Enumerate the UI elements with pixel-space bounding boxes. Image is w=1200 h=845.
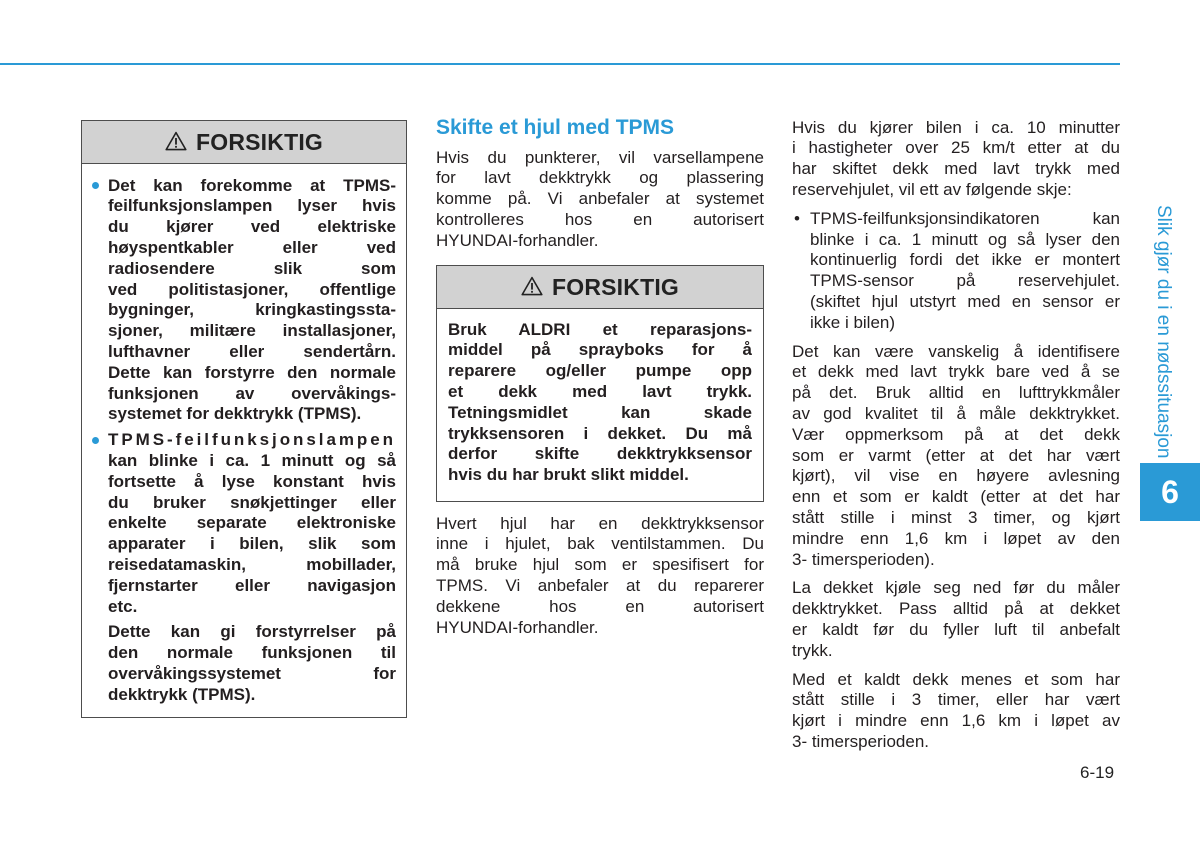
text-line: du bruker snøkjettinger eller	[108, 492, 396, 512]
text-line: Hvis du punkterer, vil varsellampene	[436, 147, 764, 167]
text-line: i hastigheter over 25 km/t etter at du	[792, 138, 1120, 158]
caution-header	[82, 121, 406, 164]
text-line: må bruke hjul som er spesifisert for	[436, 555, 764, 575]
text-line: enn et som er kaldt (etter at det har	[792, 487, 1120, 507]
intro-paragraph	[792, 118, 1120, 201]
text-line: fjernstarter eller navigasjon	[108, 575, 396, 595]
text-line: trykksensoren i dekket. Du må	[448, 423, 752, 443]
text-line: kan blinke i ca. 1 minutt og så	[108, 450, 396, 470]
warning-triangle-icon	[165, 131, 187, 151]
bullet-text	[108, 430, 396, 617]
text-line: Med et kaldt dekk menes et som har	[792, 669, 1120, 689]
caution-title: FORSIKTIG	[551, 273, 680, 300]
text-line: derfor skifte dekktrykksensor	[448, 444, 752, 464]
text-line: Bruk ALDRI et reparasjons-	[448, 319, 752, 339]
text-line: et dekk med lavt trykk.	[448, 381, 752, 401]
text-line: TPMS-feilfunksjonslampen	[108, 430, 396, 450]
text-line: blinke i ca. 1 minutt og så lyser den	[810, 229, 1120, 249]
section-heading: Skifte et hjul med TPMS	[436, 116, 675, 139]
text-line: hvis du har brukt slikt middel.	[448, 465, 689, 485]
chapter-title: Slik gjør du i en nødssituasjon	[1153, 205, 1174, 459]
text-line: HYUNDAI-forhandler.	[436, 230, 599, 250]
text-line: kontrolleres hos en autorisert	[436, 209, 764, 229]
text-line: stått stille i minst 3 timer, og kjørt	[792, 507, 1120, 527]
text-line: ved politistasjoner, offentlige	[108, 279, 396, 299]
text-line: dekkene hos en autorisert	[436, 596, 764, 616]
caution-header	[437, 266, 763, 309]
sensor-paragraph	[436, 514, 764, 639]
bullet-mark: •	[794, 208, 800, 228]
caution-box-tpms-malfunction	[81, 120, 407, 718]
text-line: har skiftet dekk med lavt trykk med	[792, 159, 1120, 179]
text-line: inne i hjulet, bak ventilstammen. Du	[436, 534, 764, 554]
bullet-text	[108, 176, 396, 426]
text-line: kjørt), vil vise en høyere avlesning	[792, 466, 1120, 486]
chapter-number: 6	[1161, 473, 1179, 510]
paragraph	[792, 578, 1120, 661]
text-line: dekktrykket. Pass alltid på at dekket	[792, 599, 1120, 619]
text-line: fortsette å lyse konstant hvis	[108, 471, 396, 491]
text-line: enkelte separate elektroniske	[108, 513, 396, 533]
text-line: et dekk med lavt trykk bare ved å se	[792, 362, 1120, 382]
text-line: TPMS. Vi anbefaler at du reparerer	[436, 575, 764, 595]
bullet-dot-icon	[92, 182, 99, 189]
caution-body	[108, 176, 396, 706]
text-line: radiosendere slik som	[108, 258, 396, 278]
text-line: bygninger, kringkastingssta-	[108, 300, 396, 320]
text-line: Tetningsmidlet kan skade	[448, 402, 752, 422]
text-line: reisedatamaskin, mobillader,	[108, 554, 396, 574]
text-line: Dette kan gi forstyrrelser på	[108, 622, 396, 642]
text-line: komme på. Vi anbefaler at systemet	[436, 189, 764, 209]
text-line: overvåkingssystemet for	[108, 663, 396, 683]
text-line: du kjører ved elektriske	[108, 217, 396, 237]
text-line: mindre enn 1,6 km i løpet av den	[792, 528, 1120, 548]
text-line: apparater i bilen, slik som	[108, 534, 396, 554]
text-line: TPMS-feilfunksjonsindikatoren kan	[810, 208, 1120, 228]
bullet-dot-icon	[92, 437, 99, 444]
text-line: Hvis du kjører bilen i ca. 10 minutter	[792, 117, 1120, 137]
paragraph	[792, 342, 1120, 571]
paragraph	[792, 670, 1120, 753]
text-line: (skiftet hjul utstyrt med en sensor er	[810, 291, 1120, 311]
caution-body	[448, 320, 752, 486]
text-line: feilfunksjonslampen lyser hvis	[108, 196, 396, 216]
text-line: høyspentkabler eller ved	[108, 237, 396, 257]
text-line: den normale funksjonen til	[108, 643, 396, 663]
bullet-item	[792, 209, 1120, 334]
warning-triangle-icon	[521, 276, 543, 296]
text-line: 3- timersperioden).	[792, 549, 935, 569]
text-line: reservehjulet, vil ett av følgende skje:	[792, 179, 1072, 199]
text-line: på det. Bruk alltid en lufttrykkmåler	[792, 383, 1120, 403]
text-line: sjoner, militære installasjoner,	[108, 321, 396, 341]
text-line: som er varmt (etter at det har vært	[792, 445, 1120, 465]
page-number: 6-19	[1080, 763, 1115, 782]
text-line: HYUNDAI-forhandler.	[436, 617, 599, 637]
text-line: reparere og/eller pumpe opp	[448, 361, 752, 381]
text-line: Det kan forekomme at TPMS-	[108, 175, 396, 195]
header-rule	[0, 63, 1120, 65]
text-line: kontinuerlig fordi det ikke er montert	[810, 250, 1120, 270]
text-line: Vær oppmerksom på at det dekk	[792, 424, 1120, 444]
bullet-text	[810, 209, 1120, 334]
text-line: dekktrykk (TPMS).	[108, 684, 256, 704]
text-line: 3- timersperioden.	[792, 731, 930, 751]
text-line: La dekket kjøle seg ned før du måler	[792, 578, 1120, 598]
text-line: ikke i bilen)	[810, 312, 896, 332]
text-line: middel på sprayboks for å	[448, 340, 752, 360]
text-line: er kaldt før du fyller luft til anbefalt	[792, 619, 1120, 639]
text-line: Dette kan forstyrre den normale	[108, 362, 396, 382]
text-line: TPMS-sensor på reservehjulet.	[810, 271, 1120, 291]
chapter-number-tab	[1140, 463, 1200, 521]
right-column	[792, 118, 1120, 753]
caution-title: FORSIKTIG	[195, 128, 324, 155]
text-line: etc.	[108, 596, 138, 616]
text-line: kjørt i mindre enn 1,6 km i løpet av	[792, 711, 1120, 731]
caution-box-sealant	[436, 265, 764, 502]
bullet-note	[108, 622, 396, 705]
text-line: Hvert hjul har en dekktrykksensor	[436, 513, 764, 533]
text-line: stått stille i 3 timer, eller har vært	[792, 690, 1120, 710]
bullet-item	[108, 176, 396, 426]
text-line: funksjonen av overvåkings-	[108, 383, 396, 403]
text-line: systemet for dekktrykk (TPMS).	[108, 404, 362, 424]
text-line: Det kan være vanskelig å identifisere	[792, 341, 1120, 361]
intro-paragraph	[436, 148, 764, 252]
text-line: trykk.	[792, 640, 833, 660]
text-line: av god kvalitet til å måle dekktrykket.	[792, 403, 1120, 423]
text-line: for lavt dekktrykk og plassering	[436, 168, 764, 188]
text-line: lufthavner eller sendertårn.	[108, 341, 396, 361]
bullet-item	[108, 430, 396, 705]
